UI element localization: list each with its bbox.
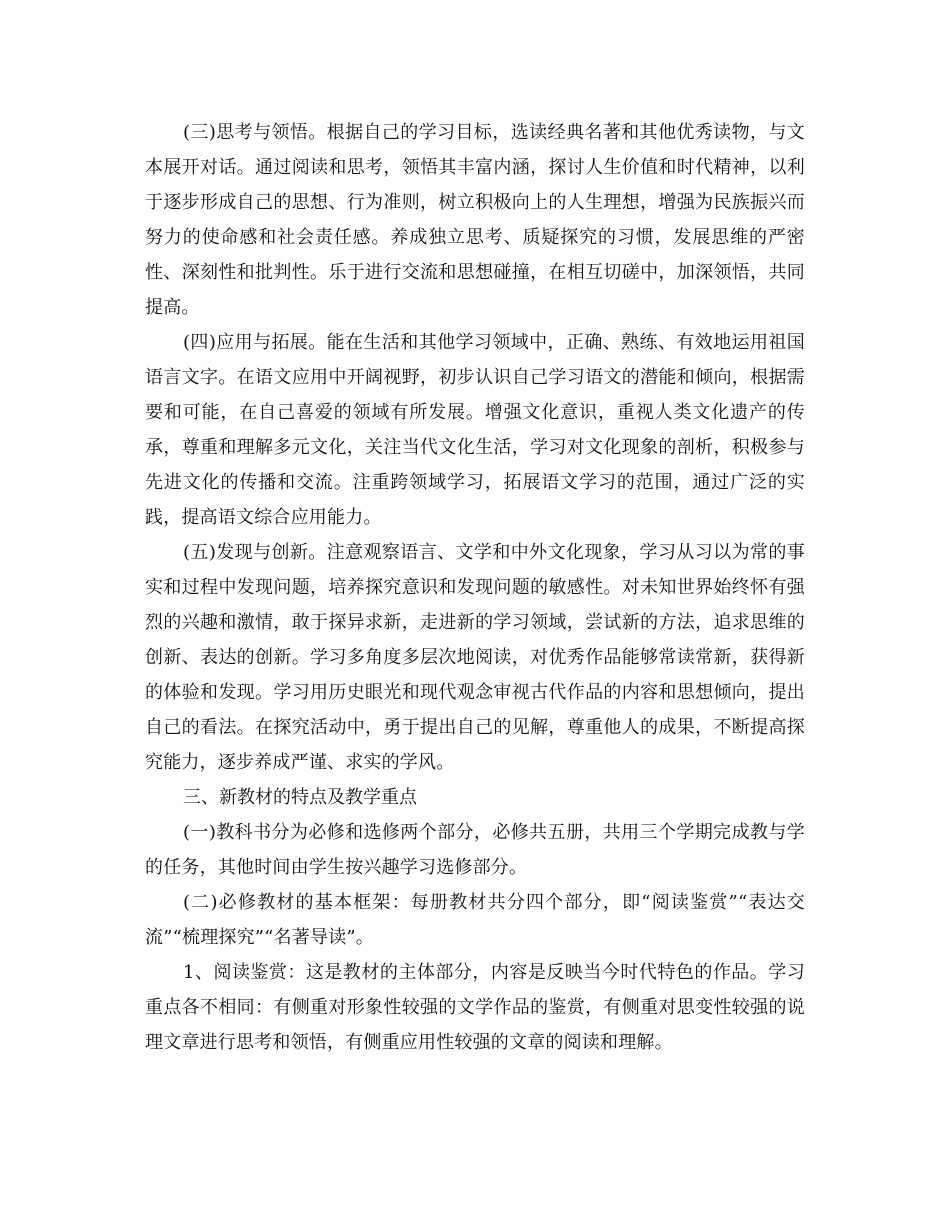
paragraph-discovery: (五)发现与创新。注意观察语言、文学和中外文化现象，学习从习以为常的事实和过程中发现问题，培养探究意识和发现问题的敏感性。对未知世界始终怀有强烈的兴趣和激情，敢于探异求新，走进新的学习领域，尝试新的方法，追求思维的创新、表达的创新。学习多角度多层次地阅读，对优秀作品能够常读常新，获得新的体验和发现。学习用历史眼光和现代观念审视古代作品的内容和思想倾向，提出自己的看法。在探究活动中，勇于提出自己的见解，尊重他人的成果，不断提高探究能力，逐步养成严谨、求实的学风。 (145, 542, 805, 773)
document-page (145, 115, 805, 1060)
paragraph-reading-appreciation: 1、阅读鉴赏：这是教材的主体部分，内容是反映当今时代特色的作品。学习重点各不相同：有侧重对形象性较强的文学作品的鉴赏，有侧重对思变性较强的说理文章进行思考和领悟，有侧重应用性较强的文章的阅读和理解。 (145, 962, 805, 1053)
paragraph-framework: (二)必修教材的基本框架：每册教材共分四个部分，即“阅读鉴赏”“表达交流”“梳理探究”“名著导读”。 (145, 892, 805, 948)
paragraph-thinking: (三)思考与领悟。根据自己的学习目标，选读经典名著和其他优秀读物，与文本展开对话。通过阅读和思考，领悟其丰富内涵，探讨人生价值和时代精神，以利于逐步形成自己的思想、行为准则，树立积极向上的人生理想，增强为民族振兴而努力的使命感和社会责任感。养成独立思考、质疑探究的习惯，发展思维的严密性、深刻性和批判性。乐于进行交流和思想碰撞，在相互切磋中，加深领悟，共同提高。 (145, 122, 805, 318)
paragraph-textbook-parts: (一)教科书分为必修和选修两个部分，必修共五册，共用三个学期完成教与学的任务，其他时间由学生按兴趣学习选修部分。 (145, 822, 805, 878)
paragraph-application: (四)应用与拓展。能在生活和其他学习领域中，正确、熟练、有效地运用祖国语言文字。在语文应用中开阔视野，初步认识自己学习语文的潜能和倾向，根据需要和可能，在自己喜爱的领域有所发展。增强文化意识，重视人类文化遗产的传承，尊重和理解多元文化，关注当代文化生活，学习对文化现象的剖析，积极参与先进文化的传播和交流。注重跨领域学习，拓展语文学习的范围，通过广泛的实践，提高语文综合应用能力。 (145, 332, 805, 528)
section-heading: 三、新教材的特点及教学重点 (183, 787, 417, 808)
